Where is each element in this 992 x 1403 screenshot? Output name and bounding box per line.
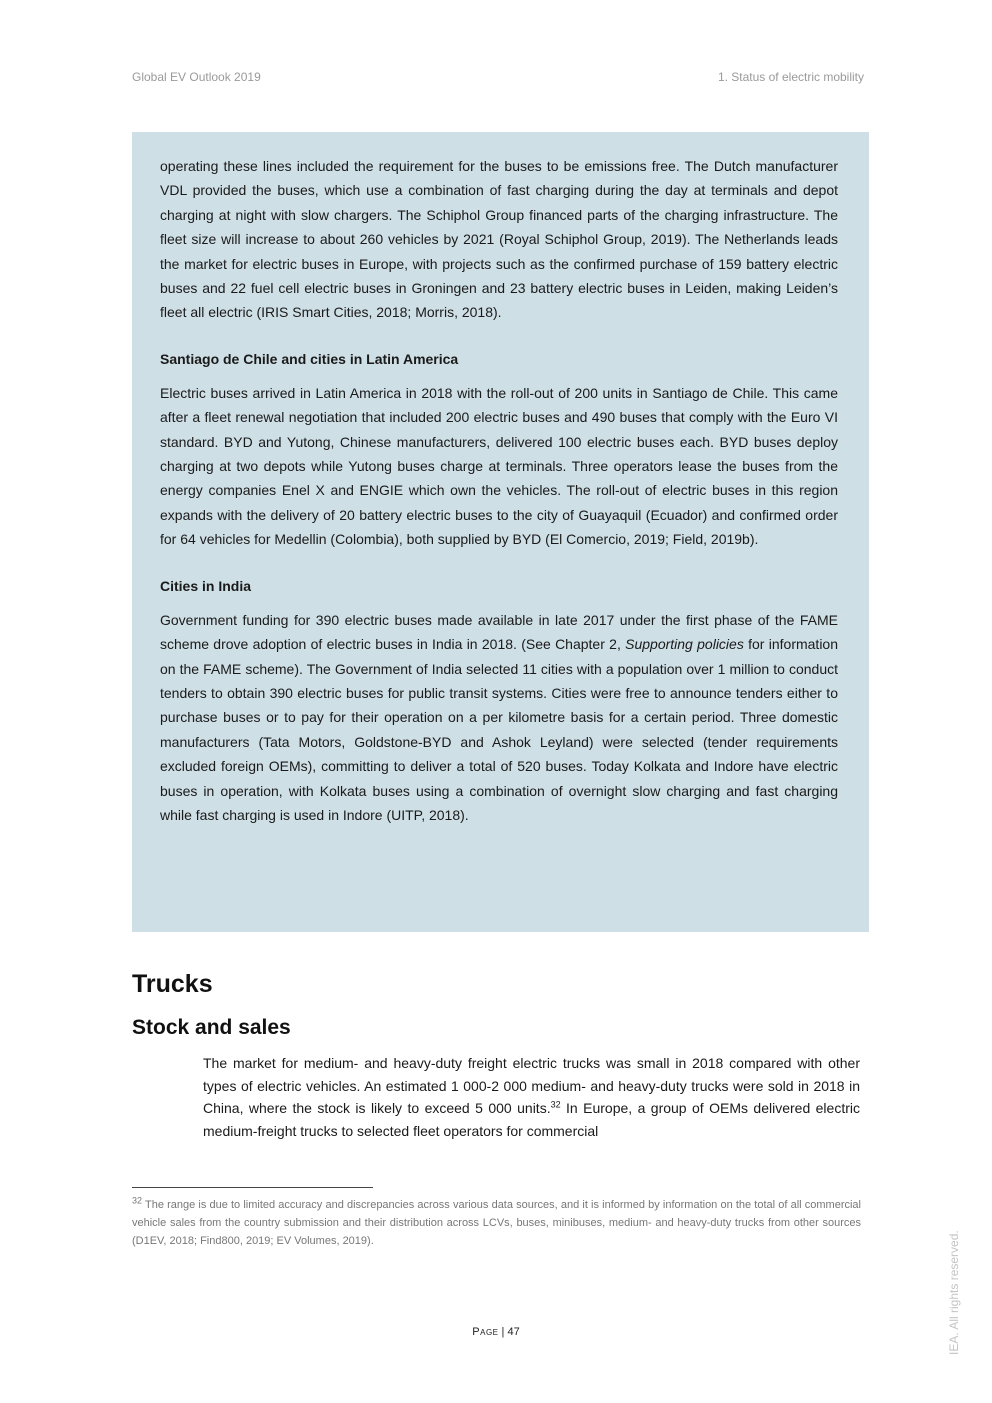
chapter-reference: Supporting policies [625,636,744,653]
footnote-reference[interactable]: 32 [550,1099,561,1110]
box-paragraph-netherlands: operating these lines included the requirement for the buses to be emissions free. The Dutch manufacturer VDL provided the buses, which use a combination of fast charging during the day at terminals and depot charging at night with slow chargers. The Schiphol Group financed parts of the charging infrastructure. The fleet size will increase to about 260 vehicles by 2021 (Royal Schiphol Group, 2019). The Netherlands leads the market for electric buses in Europe, with projects such as the confirmed purchase of 159 battery electric buses and 22 fuel cell electric buses in Groningen and 23 battery electric buses in Leiden, making Leiden’s fleet all electric (IRIS Smart Cities, 2018; Morris, 2018). [160,158,838,321]
box-paragraph-india: Government funding for 390 electric buses made available in late 2017 under the first phase of the FAME scheme drove adoption of electric buses in India in 2018. (See Chapter 2, Supporting policies for information on the FAME scheme). The Government of India selected 11 cities with a population over 1 million to conduct tenders to obtain 390 electric buses for public transit systems. Cities were free to announce tenders either to purchase buses or to pay for their operation on a per kilometre basis for a certain period. Three domestic manufacturers (Tata Motors, Goldstone-BYD and Ashok Leyland) were selected (tender requirements excluded foreign OEMs), committing to deliver a total of 520 buses. Today Kolkata and Indore have electric buses in operation, with Kolkata buses using a combination of overnight slow charging and fast charging while fast charging is used in Indore (UITP, 2018). [160,611,838,823]
running-header-chapter: 1. Status of electric mobility [717,70,864,84]
footnote: $^{32}$ The range is due to limited accuracy and discrepancies across various data sources, and it is informed by information on the total of all commercial vehicle sales from the country submission and their distribution across LCVs, buses, minibuses, medium- and heavy-duty trucks from other sources (D1EV, 2018; Find800, 2019; EV Volumes, 2019). [132,1195,861,1247]
case-study-box [132,132,869,932]
page-number: Page | 47 [472,1326,520,1338]
footnote-number: 32 [132,1195,143,1206]
footnote-divider [132,1187,373,1188]
box-heading-latin-america: Santiago de Chile and cities in Latin America [160,350,459,367]
running-header-title: Global EV Outlook 2019 [132,70,261,84]
box-paragraph-latin-america: Electric buses arrived in Latin America in 2018 with the roll-out of 200 units in Santiago de Chile. This came after a fleet renewal negotiation that included 200 electric buses and 490 buses that comply with the Euro VI standard. BYD and Yutong, Chinese manufacturers, delivered 100 electric buses each. BYD buses deploy charging at two depots while Yutong buses charge at terminals. Three operators lease the buses from the energy companies Enel X and ENGIE which own the vehicles. The roll-out of electric buses in this region expands with the delivery of 20 battery electric buses to the city of Guayaquil (Ecuador) and confirmed order for 64 vehicles for Medellin (Colombia), both supplied by BYD (El Comercio, 2019; Field, 2019b). [160,384,838,548]
copyright-notice: IEA. All rights reserved. [947,1230,961,1355]
section-title: Trucks [132,970,213,998]
box-heading-india: Cities in India [160,577,252,594]
body-paragraph: The market for medium- and heavy-duty freight electric trucks was small in 2018 compared with other types of electric vehicles. An estimated 1 000-2 000 medium- and heavy-duty trucks were sold in 2018 in China, where the stock is likely to exceed 5 000 units.$^{32}$ In Europe, a group of OEMs delivered electric medium-freight trucks to selected fleet operators for commercial [203,1055,860,1139]
subsection-title: Stock and sales [132,1016,291,1039]
